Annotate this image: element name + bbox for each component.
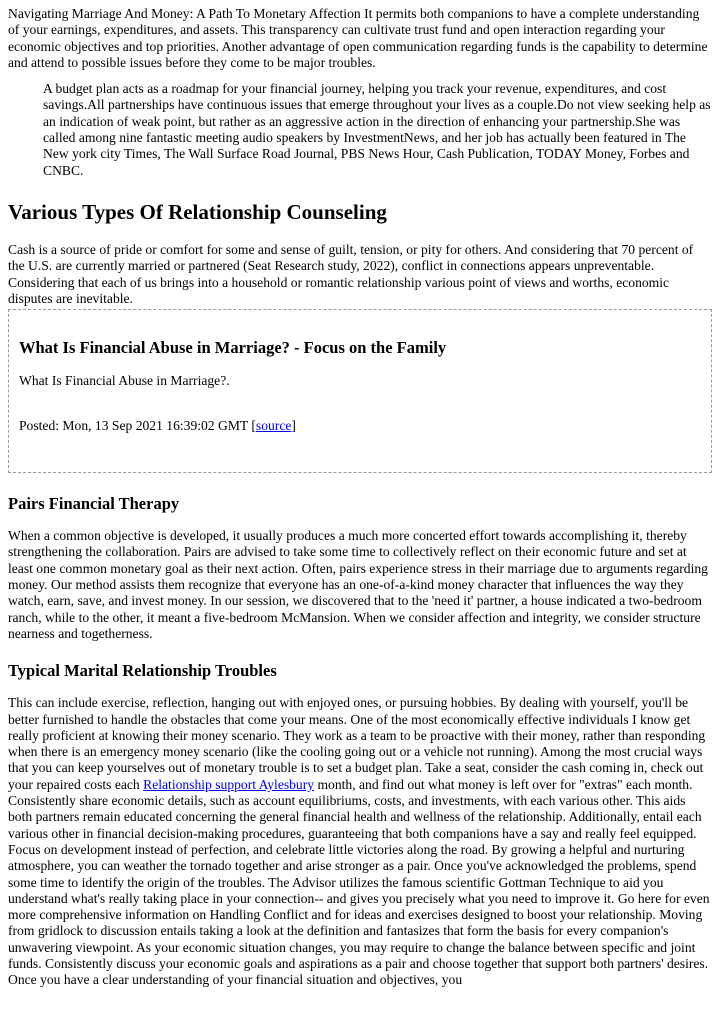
embed-title: What Is Financial Abuse in Marriage? - Focus on the Family [19,338,447,358]
embed-posted-line [19,418,701,434]
section-paragraph-therapy: When a common objective is developed, it usually produces a much more concerted effort towards accomplishing it, thereby strengthening the collaboration. Pairs are advised to take some time to collectively reflect on their economic future and set at least one common monetary goal as their next action. Often, pairs experience stress in their marriage due to arguments regarding money. Our method assists them recognize that everyone has an one-of-a-kind money character that influences the way they watch, earn, save, and invest money. In our session, we discovered that to the 'need it' partner, a house indicated a two-bedroom ranch, while to the other, it meant a five-bedroom McMansion. When we consider affection and integrity, we consider structure nearness and togetherness. [8,528,708,641]
section-heading-counseling: Various Types Of Relationship Counseling [8,199,387,224]
intro-paragraph: Navigating Marriage And Money: A Path To Monetary Affection It permits both companions to have a complete understanding of your earnings, expenditures, and assets. This transparency can cultivate trust fund and open interaction regarding your economic objectives and top priorities. Another advantage of open communication regarding funds is the capability to determine and attend to possible issues before they come to be major troubles. [8,6,708,70]
section-paragraph-counseling: Cash is a source of pride or comfort for some and sense of guilt, tension, or pity for others. And considering that 70 percent of the U.S. are currently married or partnered (Seat Research study, 2022), conflict in connections appears unpreventable. Considering that each of us brings into a household or romantic relationship various point of views and worths, economic disputes are inevitable. [8,241,694,306]
embedded-news-card [8,309,712,473]
section-paragraph-troubles [8,695,712,988]
source-link[interactable]: source [255,418,292,434]
quote-block: A budget plan acts as a roadmap for your financial journey, helping you track your revenue, expenditures, and cost savings.All partnerships have continuous issues that emerge throughout your lives as a couple.Do not view seeking help as an indication of weak point, but rather as an aggressive action in the direction of enhancing your partnership.She was called among nine fantastic meeting audio speakers by InvestmentNews, and her job has actually been featured in The New york city Times, The Wall Surface Road Journal, PBS News Hour, Cash Publication, TODAY Money, Forbes and CNBC. [43,81,711,178]
posted-bracket: ] [291,418,296,434]
section-heading-therapy: Pairs Financial Therapy [8,494,180,514]
section-heading-troubles: Typical Marital Relationship Troubles [8,661,277,681]
embed-summary: What Is Financial Abuse in Marriage?. [19,373,230,389]
posted-date: Posted: Mon, 13 Sep 2021 16:39:02 GMT [ [19,418,256,434]
relationship-support-link[interactable]: Relationship support Aylesbury [143,776,315,792]
troubles-text-before: This can include exercise, reflection, hanging out with enjoyed ones, or pursuing hobbies. By dealing with yourself, you'll be better furnished to handle the obstacles that come your means. One of the most economically effective individuals I know get really proficient at knowing their money scenario. They work as a team to be proactive with their money, rather than responding when there is an emergency money scenario (like the cooling going out or a vehicle not running). Among the most crucial ways that you can keep yourselves out of monetary trouble is to set a budget plan. Take a seat, consider the cash coming in, check out your repaired costs each [8,695,706,792]
troubles-text-after: month, and find out what money is left over for "extras" each month. Consistently share economic details, such as account equilibriums, costs, and investments, with each various other. This aids both partners remain educated concerning the general financial health and wellness of the relationship. Additionally, entail each various other in financial decision-making procedures, guaranteeing that both companions have a say and really feel equipped. Focus on development instead of perfection, and celebrate little victories along the road. By growing a helpful and nurturing atmosphere, you can weather the tornado together and arise stronger as a pair. Once you've acknowledged the problems, spend some time to identify the origin of the troubles. The Advisor utilizes the famous scientific Gottman Technique to aid you understand what's really taking place in your connection-- and gives you precisely what you need to improve it. Go here for even more comprehensive information on Handling Conflict and for ideas and exercises designed to boost your relationship. Moving from gridlock to discussion entails taking a look at the definition and fantasizes that form the basis for every companion's unwavering viewpoint. As your economic situation changes, you may require to change the balance between specific and joint funds. Consistently discuss your economic goals and aspirations as a pair and choose together that support both partners' desires. Once you have a clear understanding of your financial situation and objectives, you [8,776,710,988]
